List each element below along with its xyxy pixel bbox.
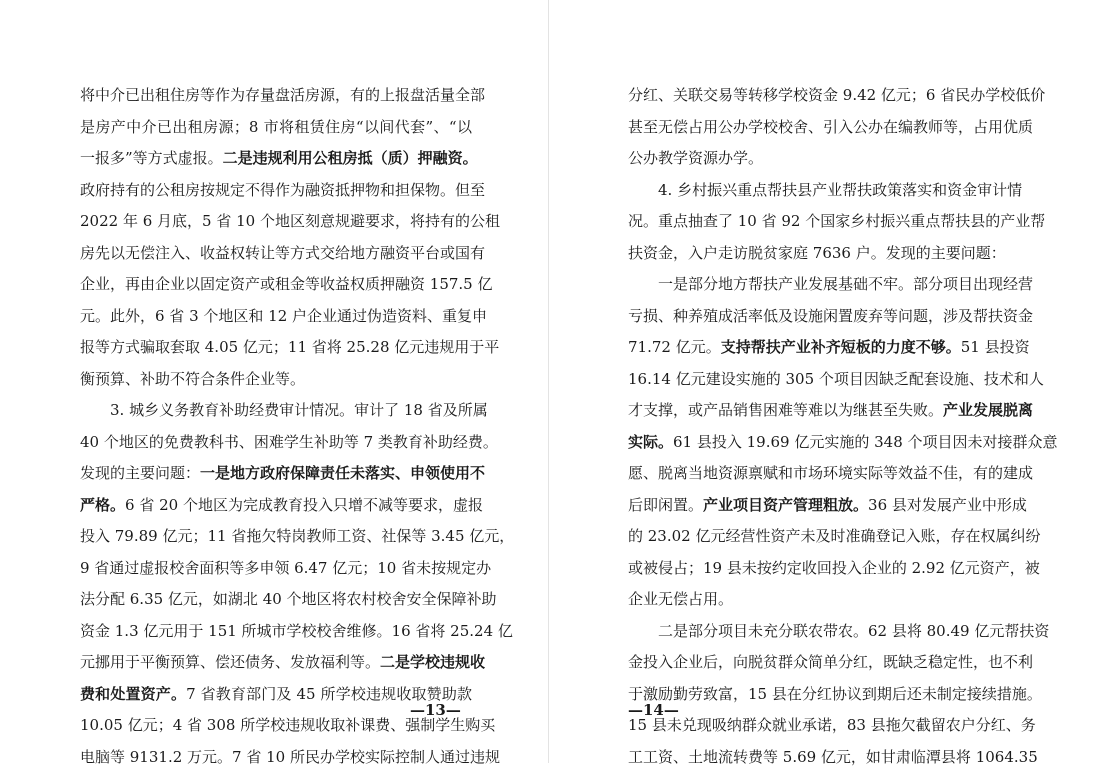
text-line: 将中介已出租住房等作为存量盘活房源，有的上报盘活量全部 [80, 80, 472, 112]
text-line: 2022 年 6 月底，5 省 10 个地区刻意规避要求，将持有的公租 [80, 206, 472, 238]
bold-heading: 费和处置资产。 [80, 685, 186, 703]
text-line: 才支撑，或产品销售困难等难以为继甚至失败。产业发展脱离 [628, 395, 1020, 427]
text-line: 元挪用于平衡预算、偿还债务、发放福利等。二是学校违规收 [80, 647, 472, 679]
page-number: —14— [628, 700, 679, 720]
section-heading-line: 4. 乡村振兴重点帮扶县产业帮扶政策落实和资金审计情 [628, 175, 1020, 207]
text-line: 衡预算、补助不符合条件企业等。 [80, 364, 472, 396]
text-line: 法分配 6.35 亿元，如湖北 40 个地区将农村校舍安全保障补助 [80, 584, 472, 616]
text-line: 公办教学资源办学。 [628, 143, 1020, 175]
text-line: 一报多”等方式虚报。二是违规利用公租房抵（质）押融资。 [80, 143, 472, 175]
bold-heading: 支持帮扶产业补齐短板的力度不够。 [721, 338, 961, 356]
text-line: 报等方式骗取套取 4.05 亿元；11 省将 25.28 亿元违规用于平 [80, 332, 472, 364]
bold-heading: 二是学校违规收 [380, 653, 485, 671]
text-line: 二是部分项目未充分联农带农。62 县将 80.49 亿元帮扶资 [628, 616, 1020, 648]
bold-heading: 产业发展脱离 [943, 401, 1033, 419]
text-line: 费和处置资产。7 省教育部门及 45 所学校违规收取赞助款 [80, 679, 472, 711]
text-line: 16.14 亿元建设实施的 305 个项目因缺乏配套设施、技术和人 [628, 364, 1020, 396]
text-line: 电脑等 9131.2 万元。7 省 10 所民办学校实际控制人通过违规 [80, 742, 472, 773]
text-line: 政府持有的公租房按规定不得作为融资抵押物和担保物。但至 [80, 175, 472, 207]
text-line: 企业无偿占用。 [628, 584, 1020, 616]
text-line: 况。重点抽查了 10 省 92 个国家乡村振兴重点帮扶县的产业帮 [628, 206, 1020, 238]
text-line: 亏损、种养殖成活率低及设施闲置废弃等问题，涉及帮扶资金 [628, 301, 1020, 333]
text-line: 40 个地区的免费教科书、困难学生补助等 7 类教育补助经费。 [80, 427, 472, 459]
left-page [80, 80, 472, 773]
bold-heading: 一是地方政府保障责任未落实、申领使用不 [200, 464, 485, 482]
bold-heading: 产业项目资产管理粗放。 [703, 496, 868, 514]
text-line: 资金 1.3 亿元用于 151 所城市学校校舍维修。16 省将 25.24 亿 [80, 616, 472, 648]
text-line: 元。此外，6 省 3 个地区和 12 户企业通过伪造资料、重复申 [80, 301, 472, 333]
section-heading-line: 3. 城乡义务教育补助经费审计情况。审计了 18 省及所属 [80, 395, 472, 427]
text-line: 发现的主要问题：一是地方政府保障责任未落实、申领使用不 [80, 458, 472, 490]
bold-heading: 二是违规利用公租房抵（质）押融资。 [223, 149, 478, 167]
text-line: 9 省通过虚报校舍面积等多申领 6.47 亿元；10 省未按规定办 [80, 553, 472, 585]
text-line: 企业，再由企业以固定资产或租金等收益权质押融资 157.5 亿 [80, 269, 472, 301]
text-line: 15 县未兑现吸纳群众就业承诺，83 县拖欠截留农户分红、务 [628, 710, 1020, 742]
text-line: 愿、脱离当地资源禀赋和市场环境实际等效益不佳，有的建成 [628, 458, 1020, 490]
text-line: 71.72 亿元。支持帮扶产业补齐短板的力度不够。51 县投资 [628, 332, 1020, 364]
text-line: 实际。61 县投入 19.69 亿元实施的 348 个项目因未对接群众意 [628, 427, 1020, 459]
text-line: 扶资金，入户走访脱贫家庭 7636 户。发现的主要问题： [628, 238, 1020, 270]
text-line: 10.05 亿元；4 省 308 所学校违规收取补课费、强制学生购买 [80, 710, 472, 742]
text-line: 投入 79.89 亿元；11 省拖欠特岗教师工资、社保等 3.45 亿元， [80, 521, 472, 553]
bold-heading: 实际。 [628, 433, 673, 451]
text-line: 房先以无偿注入、收益权转让等方式交给地方融资平台或国有 [80, 238, 472, 270]
text-line: 一是部分地方帮扶产业发展基础不牢。部分项目出现经营 [628, 269, 1020, 301]
page-number: —13— [410, 700, 461, 720]
text-line: 金投入企业后，向脱贫群众简单分红，既缺乏稳定性，也不利 [628, 647, 1020, 679]
text-line: 的 23.02 亿元经营性资产未及时准确登记入账，存在权属纠纷 [628, 521, 1020, 553]
page-divider [548, 0, 549, 763]
text-line: 甚至无偿占用公办学校校舍、引入公办在编教师等，占用优质 [628, 112, 1020, 144]
text-line: 于激励勤劳致富，15 县在分红协议到期后还未制定接续措施。 [628, 679, 1020, 711]
text-line: 分红、关联交易等转移学校资金 9.42 亿元；6 省民办学校低价 [628, 80, 1020, 112]
right-page [628, 80, 1020, 773]
text-line: 严格。6 省 20 个地区为完成教育投入只增不减等要求，虚报 [80, 490, 472, 522]
text-line: 是房产中介已出租房源；8 市将租赁住房“以间代套”、“以 [80, 112, 472, 144]
bold-heading: 严格。 [80, 496, 125, 514]
text-line: 工工资、土地流转费等 5.69 亿元，如甘肃临潭县将 1064.35 [628, 742, 1020, 773]
text-line: 或被侵占；19 县未按约定收回投入企业的 2.92 亿元资产，被 [628, 553, 1020, 585]
text-line: 后即闲置。产业项目资产管理粗放。36 县对发展产业中形成 [628, 490, 1020, 522]
